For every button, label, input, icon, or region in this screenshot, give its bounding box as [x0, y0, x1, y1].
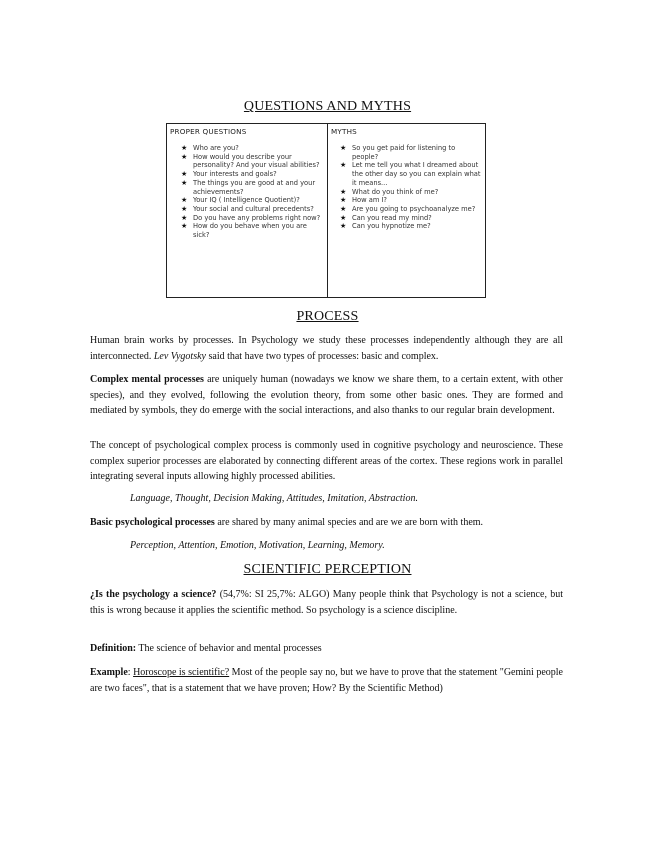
definition-paragraph: Definition: The science of behavior and mental processes: [90, 643, 322, 654]
list-item: ★ Are you going to psychoanalyze me?: [340, 204, 476, 213]
star-bullet-icon: ★: [181, 222, 188, 231]
proper-questions-header: PROPER QUESTIONS: [170, 127, 247, 136]
list-item: ★ So you get paid for listening to people?: [340, 144, 456, 161]
star-bullet-icon: ★: [181, 204, 188, 213]
list-item: ★ Who are you?: [181, 144, 239, 152]
basic-processes-list: Perception, Attention, Emotion, Motivation, Learning, Memory.: [130, 540, 385, 551]
basic-processes-paragraph: Basic psychological processes are shared by many animal species and are we are born with them.: [90, 517, 484, 528]
star-bullet-icon: ★: [340, 161, 347, 170]
star-bullet-icon: ★: [181, 144, 188, 152]
heading-process: PROCESS: [296, 309, 359, 324]
list-item: ★ What do you think of me?: [340, 187, 439, 196]
list-item: ★ How would you describe your personality? And your visual abilities?: [181, 152, 320, 170]
myths-list: [331, 144, 482, 231]
star-bullet-icon: ★: [181, 178, 188, 187]
star-bullet-icon: ★: [181, 196, 188, 205]
list-item: ★ Your IQ ( Intelligence Quotient)?: [181, 196, 300, 205]
complex-processes-list: Language, Thought, Decision Making, Attitudes, Imitation, Abstraction.: [130, 493, 418, 504]
list-item: ★ Can you read my mind?: [340, 213, 432, 222]
process-paragraph-3: The concept of psychological complex process is commonly used in cognitive psychology and neuroscience. These complex superior processes are elaborated by connecting different areas of the cortex. These regions work in parallel integrating several inputs allowing highly processed abilities.: [90, 440, 563, 482]
example-paragraph: Example: Horoscope is scientific? Most of the people say no, but we have to prove that the statement "Gemini people are two faces", that is a statement that we have proven; How? By the Scientific Method): [90, 667, 563, 694]
list-item: ★ Your social and cultural precedents?: [181, 204, 314, 213]
star-bullet-icon: ★: [340, 144, 347, 152]
process-paragraph-1: Human brain works by processes. In Psychology we study these processes independently although they are all interconnected. Lev Vygotsky said that have two types of processes: basic and complex.: [90, 335, 563, 362]
heading-questions-and-myths: QUESTIONS AND MYTHS: [243, 99, 412, 114]
star-bullet-icon: ★: [340, 204, 347, 213]
star-bullet-icon: ★: [340, 213, 347, 222]
list-item: ★ Do you have any problems right now?: [181, 213, 321, 222]
list-item: ★ Let me tell you what I dreamed about the other day so you can explain what it means...: [340, 161, 481, 187]
myths-column: [328, 124, 485, 297]
list-item: ★ How do you behave when you are sick?: [181, 222, 307, 240]
questions-myths-table: [166, 123, 486, 298]
list-item: ★ Can you hypnotize me?: [340, 222, 431, 231]
proper-questions-column: [167, 124, 328, 297]
star-bullet-icon: ★: [340, 187, 347, 196]
star-bullet-icon: ★: [340, 196, 347, 205]
heading-scientific-perception: SCIENTIFIC PERCEPTION: [243, 562, 412, 577]
complex-processes-paragraph: Complex mental processes are uniquely human (nowadays we know we share them, to a certain extent, with other species), and they evolved, following the evolution theory, from some other basic ones. They are formed and mediated by symbols, they do emerge with the social interactions, and also thanks to our regular brain development.: [90, 374, 563, 416]
list-item: ★ Your interests and goals?: [181, 170, 277, 179]
science-question-paragraph: ¿Is the psychology a science? (54,7%: SI 25,7%: ALGO) Many people think that Psychology is not a science, but this is wrong because it applies the scientific method. So psychology is a science discipline.: [90, 589, 563, 616]
star-bullet-icon: ★: [340, 222, 347, 231]
star-bullet-icon: ★: [181, 170, 188, 179]
proper-questions-list: [170, 144, 324, 240]
list-item: ★ How am I?: [340, 196, 387, 205]
list-item: ★ The things you are good at and your achievements?: [181, 178, 316, 196]
myths-header: MYTHS: [331, 127, 357, 136]
star-bullet-icon: ★: [181, 152, 188, 161]
star-bullet-icon: ★: [181, 213, 188, 222]
